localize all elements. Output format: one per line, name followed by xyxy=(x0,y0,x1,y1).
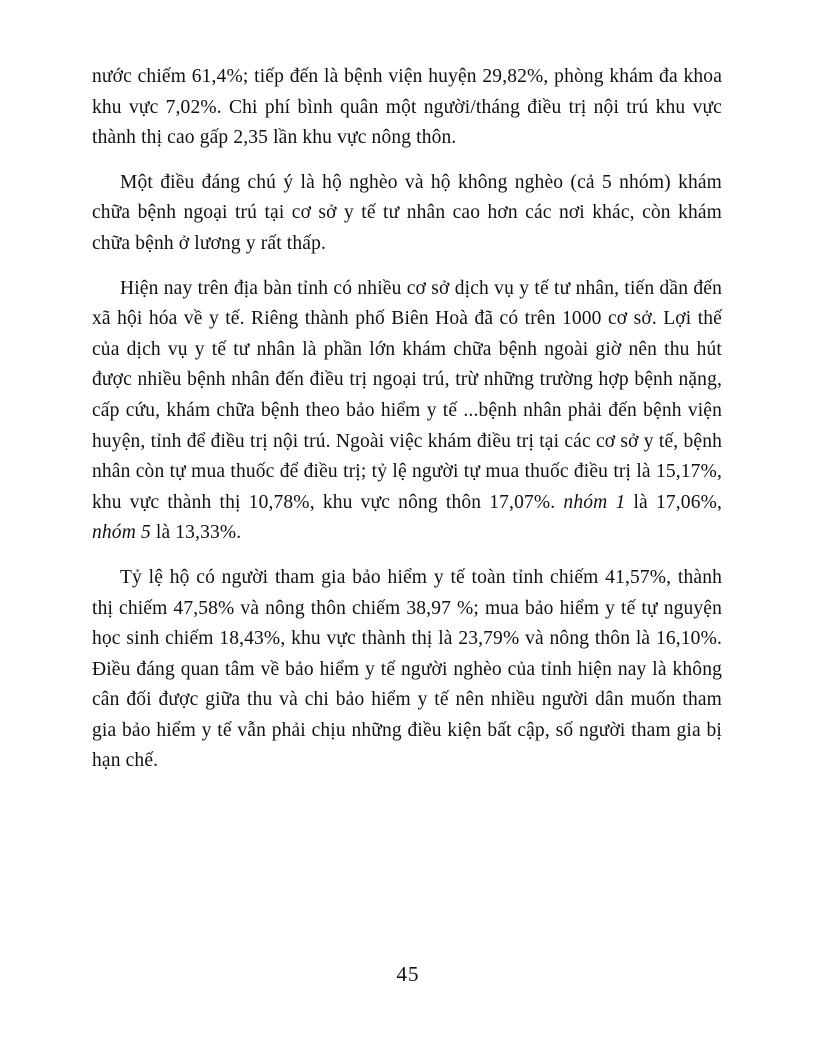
page-body xyxy=(92,62,722,791)
paragraph-3-end: là 13,33%. xyxy=(150,522,242,544)
paragraph-3-main: Hiện nay trên địa bàn tỉnh có nhiều cơ sở dịch vụ y tế tư nhân, tiến dần đến xã hội hóa về y tế. Riêng thành phố Biên Hoà đã có trên 1000 cơ sở. Lợi thế của dịch vụ y tế tư nhân là phần lớn khám chữa bệnh ngoài giờ nên thu hút được nhiều bệnh nhân đến điều trị ngoại trú, trừ những trường hợp bệnh nặng, cấp cứu, khám chữa bệnh theo bảo hiểm y tế ...bệnh nhân phải đến bệnh viện huyện, tỉnh để điều trị nội trú. Ngoài việc khám điều trị tại các cơ sở y tế, bệnh nhân còn tự mua thuốc để điều trị; tỷ lệ người tự mua thuốc điều trị là 15,17%, khu vực thành thị 10,78%, khu vực nông thôn 17,07%. xyxy=(92,277,722,513)
paragraph-4: Tỷ lệ hộ có người tham gia bảo hiểm y tế toàn tỉnh chiếm 41,57%, thành thị chiếm 47,58% và nông thôn chiếm 38,97 %; mua bảo hiểm y tế tự nguyện học sinh chiếm 18,43%, khu vực thành thị là 23,79% và nông thôn là 16,10%. Điều đáng quan tâm về bảo hiểm y tế người nghèo của tỉnh hiện nay là không cân đối được giữa thu và chi bảo hiểm y tế nên nhiều người dân muốn tham gia bảo hiểm y tế vẫn phải chịu những điều kiện bất cập, số người tham gia bị hạn chế. xyxy=(92,566,722,772)
group-5-label: nhóm 5 xyxy=(92,522,151,544)
paragraph-3 xyxy=(92,274,722,549)
paragraph-1: nước chiếm 61,4%; tiếp đến là bệnh viện huyện 29,82%, phòng khám đa khoa khu vực 7,02%. Chi phí bình quân một người/tháng điều trị nội trú khu vực thành thị cao gấp 2,35 lần khu vực nông thôn. xyxy=(92,66,722,149)
group-1-label: nhóm 1 xyxy=(563,491,626,513)
paragraph-3-mid: là 17,06%, xyxy=(625,491,723,513)
page-number: 45 xyxy=(396,962,420,986)
paragraph-2: Một điều đáng chú ý là hộ nghèo và hộ không nghèo (cả 5 nhóm) khám chữa bệnh ngoại trú tại cơ sở y tế tư nhân cao hơn các nơi khác, còn khám chữa bệnh ở lương y rất thấp. xyxy=(92,171,722,254)
